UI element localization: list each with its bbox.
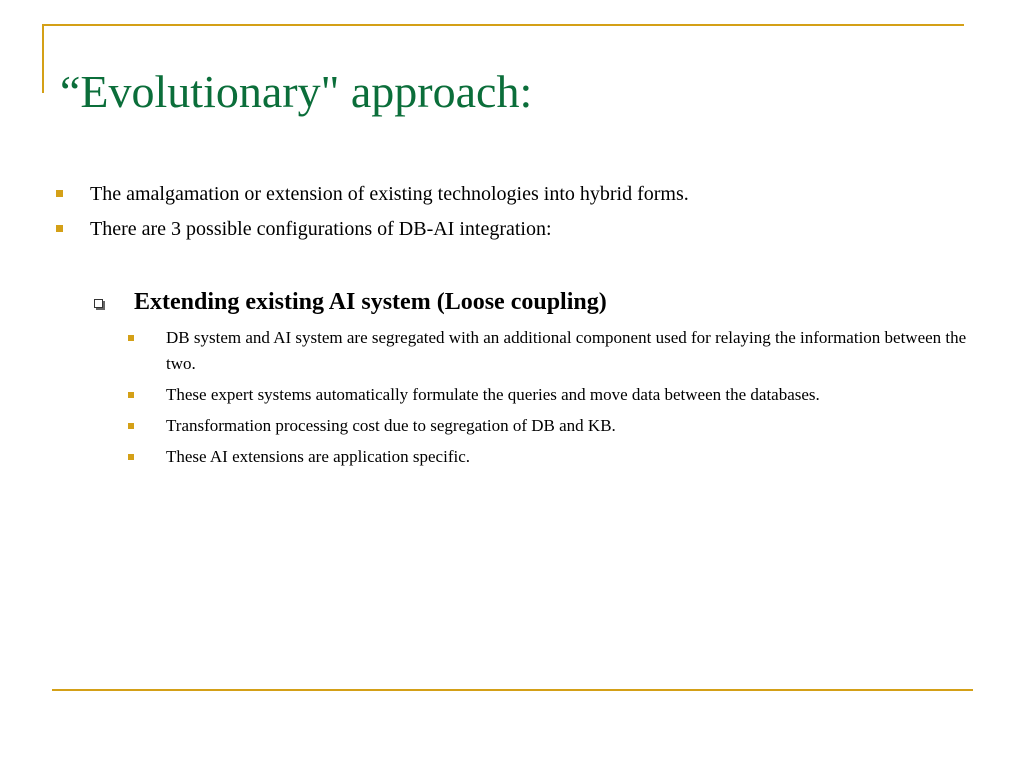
sub-bullet-text: DB system and AI system are segregated with an additional component used for relaying the information between the two.	[166, 328, 967, 373]
slide-title: “Evolutionary" approach:	[60, 66, 533, 117]
hollow-square-bullet-icon	[94, 299, 103, 308]
sub-bullet-text: Transformation processing cost due to segregation of DB and KB.	[166, 416, 616, 435]
square-bullet-icon	[128, 392, 134, 398]
bottom-border-line	[52, 689, 973, 691]
sub-bullet-text: These expert systems automatically formulate the queries and move data between the databases.	[166, 385, 820, 404]
square-bullet-icon	[56, 225, 63, 232]
square-bullet-icon	[128, 335, 134, 341]
bullet-text: There are 3 possible configurations of DB-AI integration:	[90, 218, 552, 240]
left-border-line	[42, 24, 44, 93]
square-bullet-icon	[128, 454, 134, 460]
bullet-text: The amalgamation or extension of existing technologies into hybrid forms.	[90, 183, 689, 205]
square-bullet-icon	[128, 423, 134, 429]
top-border-line	[42, 24, 964, 26]
sub-heading-text: Extending existing AI system (Loose coupling)	[134, 289, 607, 315]
sub-bullet-text: These AI extensions are application specific.	[166, 447, 470, 466]
square-bullet-icon	[56, 190, 63, 197]
